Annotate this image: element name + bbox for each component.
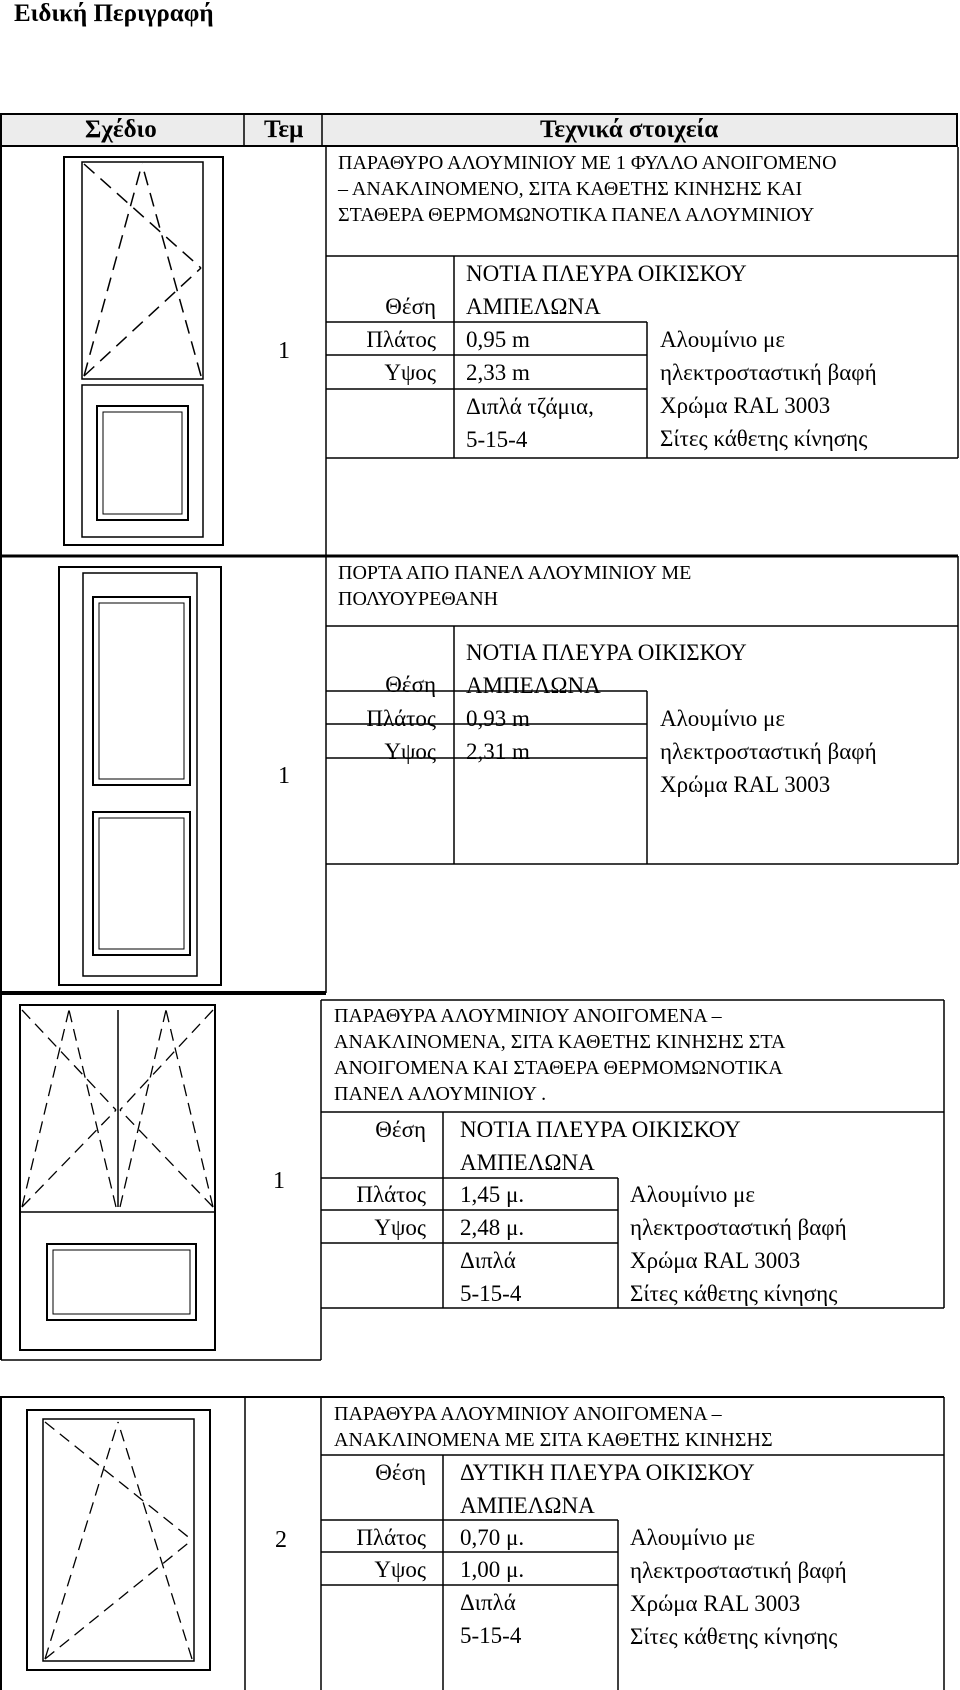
label-position: Θέση [385, 672, 436, 697]
description-item-2: ΠΟΡΤΑ ΑΠΟ ΠΑΝΕΛ ΑΛΟΥΜΙΝΙΟΥ ΜΕ ΠΟΛΥΟΥΡΕΘΑΝΗ [338, 562, 692, 610]
material-value: Αλουμίνιο με ηλεκτροσταστική βαφή Χρώμα RAL 3003 Σίτες κάθετης κίνησης [630, 1182, 847, 1306]
label-width: Πλάτος [366, 706, 436, 731]
label-width: Πλάτος [356, 1525, 426, 1550]
glazing-value: Διπλά 5-15-4 [460, 1248, 522, 1306]
material-value: Αλουμίνιο με ηλεκτροσταστική βαφή Χρώμα RAL 3003 [660, 706, 877, 797]
description-item-3: ΠΑΡΑΘΥΡΑ ΑΛΟΥΜΙΝΙΟΥ ΑΝΟΙΓΟΜΕΝΑ – ΑΝΑΚΛΙΝΟΜΕΝΑ, ΣΙΤΑ ΚΑΘΕΤΗΣ ΚΙΝΗΣΗΣ ΣΤΑ ΑΝΟΙΓΟΜΕΝΑ ΚΑΙ ΣΤΑΘΕΡΑ ΘΕΡΜΟΜΩΝΟΤΙΚΑ ΠΑΝΕΛ ΑΛΟΥΜΙΝΙΟΥ . [334, 1005, 786, 1105]
width-value: 0,95 m [466, 327, 530, 352]
label-position: Θέση [375, 1117, 426, 1142]
height-value: 1,00 μ. [460, 1557, 525, 1582]
label-height: Υψος [384, 360, 436, 385]
height-value: 2,48 μ. [460, 1215, 525, 1240]
material-value: Αλουμίνιο με ηλεκτροσταστική βαφή Χρώμα RAL 3003 Σίτες κάθετης κίνησης [630, 1525, 847, 1649]
label-height: Υψος [374, 1215, 426, 1240]
qty-item-2: 1 [278, 763, 290, 789]
width-value: 0,93 m [466, 706, 530, 731]
label-width: Πλάτος [366, 327, 436, 352]
position-value: ΝΟΤΙΑ ΠΛΕΥΡΑ ΟΙΚΙΣΚΟΥ ΑΜΠΕΛΩΝΑ [466, 261, 747, 319]
qty-item-3: 1 [273, 1168, 285, 1194]
glazing-value: Διπλά 5-15-4 [460, 1590, 522, 1648]
column-header-tech: Τεχνικά στοιχεία [540, 116, 719, 143]
label-position: Θέση [385, 294, 436, 319]
material-value: Αλουμίνιο με ηλεκτροσταστική βαφή Χρώμα RAL 3003 Σίτες κάθετης κίνησης [660, 327, 877, 451]
qty-item-1: 1 [278, 338, 290, 364]
column-header-drawing: Σχέδιο [85, 116, 157, 143]
description-item-4: ΠΑΡΑΘΥΡΑ ΑΛΟΥΜΙΝΙΟΥ ΑΝΟΙΓΟΜΕΝΑ – ΑΝΑΚΛΙΝΟΜΕΝΑ ΜΕ ΣΙΤΑ ΚΑΘΕΤΗΣ ΚΙΝΗΣΗΣ [334, 1403, 773, 1451]
label-height: Υψος [384, 739, 436, 764]
height-value: 2,33 m [466, 360, 530, 385]
label-height: Υψος [374, 1557, 426, 1582]
label-width: Πλάτος [356, 1182, 426, 1207]
column-header-qty: Τεμ [264, 116, 304, 143]
page-title: Ειδική Περιγραφή [14, 0, 214, 27]
label-position: Θέση [375, 1460, 426, 1485]
qty-item-4: 2 [275, 1527, 287, 1553]
glazing-value: Διπλά τζάμια, 5-15-4 [466, 394, 594, 452]
position-value: ΝΟΤΙΑ ΠΛΕΥΡΑ ΟΙΚΙΣΚΟΥ ΑΜΠΕΛΩΝΑ [466, 640, 747, 698]
height-value: 2,31 m [466, 739, 530, 764]
position-value: ΔΥΤΙΚΗ ΠΛΕΥΡΑ ΟΙΚΙΣΚΟΥ ΑΜΠΕΛΩΝΑ [460, 1460, 755, 1518]
position-value: ΝΟΤΙΑ ΠΛΕΥΡΑ ΟΙΚΙΣΚΟΥ ΑΜΠΕΛΩΝΑ [460, 1117, 741, 1175]
description-item-1: ΠΑΡΑΘΥΡΟ ΑΛΟΥΜΙΝΙΟΥ ΜΕ 1 ΦΥΛΛΟ ΑΝΟΙΓΟΜΕΝΟ – ΑΝΑΚΛΙΝΟΜΕΝΟ, ΣΙΤΑ ΚΑΘΕΤΗΣ ΚΙΝΗΣΗΣ ΚΑΙ ΣΤΑΘΕΡΑ ΘΕΡΜΟΜΩΝΟΤΙΚΑ ΠΑΝΕΛ ΑΛΟΥΜΙΝΙΟΥ [338, 152, 837, 226]
width-value: 1,45 μ. [460, 1182, 525, 1207]
width-value: 0,70 μ. [460, 1525, 525, 1550]
